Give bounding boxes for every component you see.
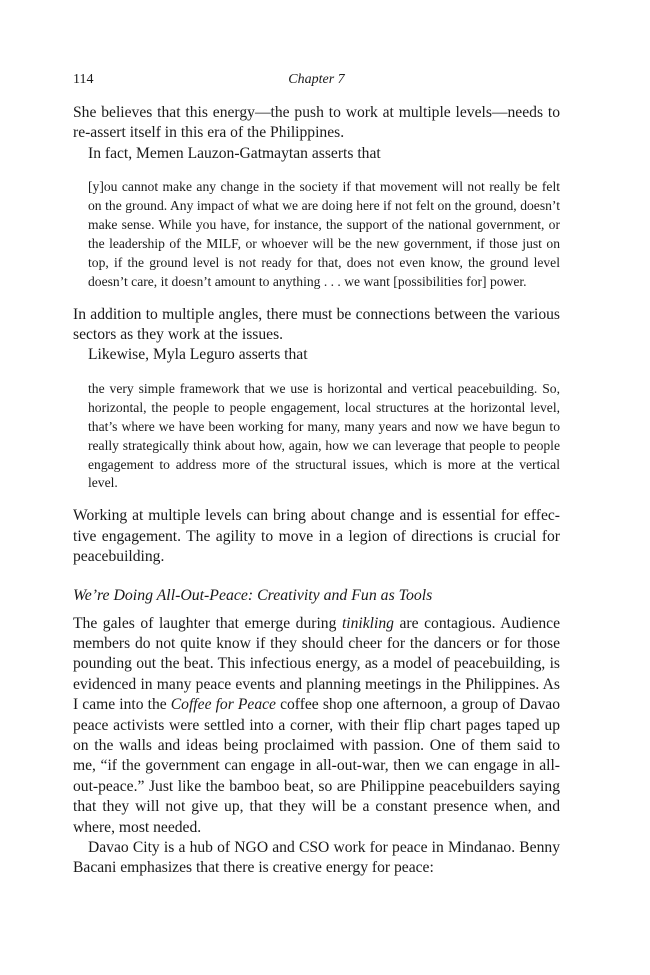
running-head: [73, 72, 560, 92]
paragraph-tinikling-part-2: are contagious. Audience members do not quite know if they should cheer for the dancers or for those pounding out the beat. This infectious energy, as a model of peacebuilding, is evidenced in many peace events and planning meetings in the Philippines. As I came into the: [73, 614, 561, 714]
paragraph-tinikling-part-1: The gales of laughter that emerge during: [73, 614, 342, 632]
coffee-for-peace-name: Coffee for Peace: [170, 696, 276, 714]
paragraph-tinikling-part-3: coffee shop one afternoon, a group of Davao peace activists were settled into a corner, with their flip chart pages taped up on the walls and ideas being proclaimed with passion. One of them said to me, “if the government can engage in all-out-war, then we can engage in all-out-peace.” Just like the bamboo beat, so are Philippine peacebuilders saying that they will not give up, that they will be a constant presence when, and where, most needed.: [73, 696, 560, 836]
paragraph-leguro-intro: Likewise, Myla Leguro asserts that: [88, 346, 308, 364]
page-number: 114: [73, 72, 94, 87]
paragraph-lauzon-intro: In fact, Memen Lauzon-Gatmaytan asserts that: [88, 144, 381, 162]
chapter-title: Chapter 7: [288, 72, 345, 87]
paragraph-tinikling: [73, 614, 560, 838]
paragraph-energy: She believes that this energy—the push to work at multiple levels—needs to re-assert itself in this era of the Philippines.: [73, 104, 560, 142]
tinikling-term: tinikling: [341, 614, 394, 632]
section-heading: We’re Doing All-Out-Peace: Creativity and Fun as Tools: [73, 586, 433, 604]
block-quote-leguro: [88, 380, 560, 493]
block-quote-lauzon: [88, 178, 560, 291]
paragraph-multiple-levels: Working at multiple levels can bring about change and is essential for effective engagement. The agility to move in a legion of directions is crucial for peacebuilding.: [73, 507, 560, 566]
paragraph-davao: Davao City is a hub of NGO and CSO work for peace in Mindanao. Benny Bacani emphasizes that there is creative energy for peace:: [73, 839, 560, 877]
page-body: [73, 103, 560, 879]
block-quote-leguro-text: the very simple framework that we use is horizontal and vertical peacebuilding. So, horizontal, the people to people engagement, local structures at the horizontal level, that’s where we have been working for many, many years and now we have begun to really strategically think about how, again, how we can leverage that people to people engagement to address more of the structural issues, which is more at the vertical level.: [88, 380, 560, 491]
paragraph-multiple-angles: In addition to multiple angles, there must be connections between the various sectors as they work at the issues.: [73, 305, 560, 344]
block-quote-lauzon-text: [y]ou cannot make any change in the society if that movement will not really be felt on the ground. Any impact of what we are doing here if not felt on the ground, doesn’t make sense. While you have, for instance, the support of the national government, or the leadership of the MILF, or whoever will be the new government, if those just on top, if the ground level is not ready for that, does not even know, the ground level doesn’t care, it doesn’t amount to anything . . . we want [possibilities for] power.: [88, 179, 560, 289]
